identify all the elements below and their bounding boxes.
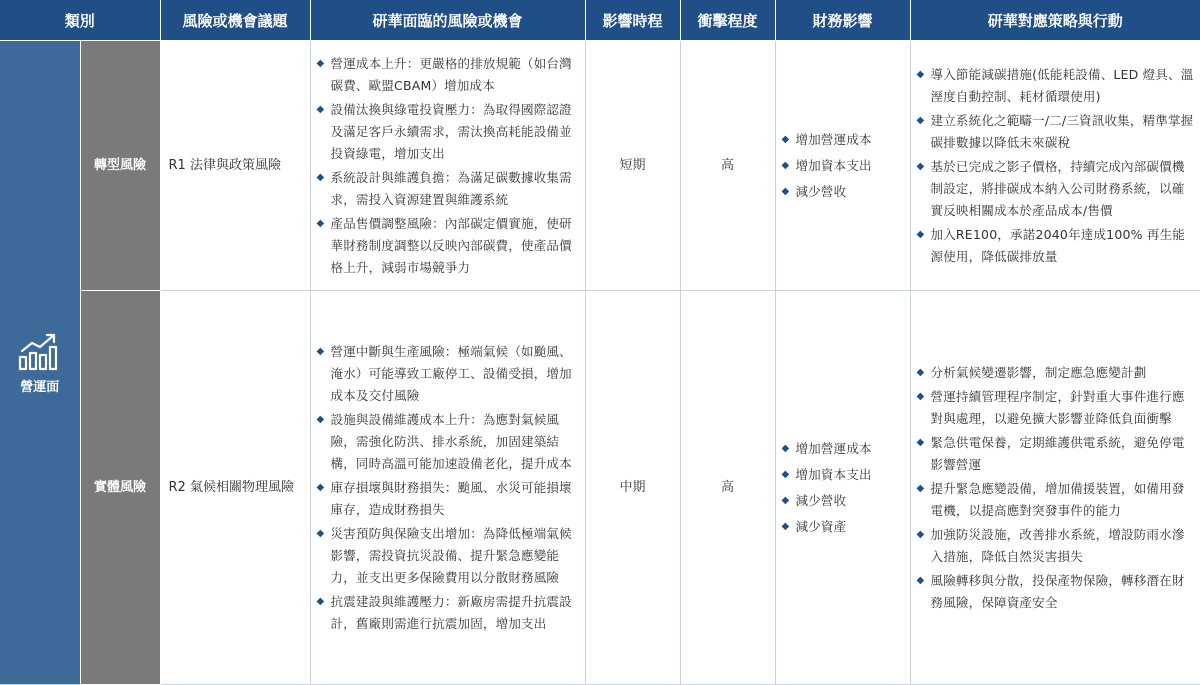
impact-cell: 高: [680, 41, 775, 291]
list-item: ◆ 加強防災設施，改善排水系統，增設防雨水滲入措施，降低自然災害損失: [917, 524, 1195, 568]
diamond-bullet-icon: ◆: [316, 57, 325, 69]
diamond-bullet-icon: ◆: [781, 159, 790, 171]
topic-cell: R2 氣候相關物理風險: [160, 291, 310, 685]
header-strategy: 研華對應策略與行動: [910, 0, 1200, 41]
strategy-cell: [910, 41, 1200, 291]
list-item: ◆ 增加資本支出: [782, 155, 904, 177]
bar-chart-trend-icon: [16, 327, 64, 371]
dimension-label: 營運面: [20, 379, 60, 395]
list-item: ◆ 系統設計與維護負擔：為滿足碳數據收集需求，需投入資源建置與維護系統: [317, 167, 579, 211]
diamond-bullet-icon: ◆: [316, 345, 325, 357]
table-row: [0, 291, 1200, 685]
list-item: ◆ 營運中斷與生產風險：極端氣候（如颱風、淹水）可能導致工廠停工、設備受損，增加成本及交付風險: [317, 341, 579, 407]
list-item: ◆ 減少營收: [782, 490, 904, 512]
list-item: ◆ 營運持續管理程序制定，針對重大事件進行應對與處理，以避免擴大影響並降低負面衝擊: [917, 386, 1195, 430]
list-item: ◆ 減少營收: [782, 181, 904, 203]
financial-list: [776, 431, 910, 545]
table-row: [0, 41, 1200, 291]
risk-cell: [310, 41, 585, 291]
diamond-bullet-icon: ◆: [916, 228, 925, 240]
list-item: ◆ 基於已完成之影子價格，持續完成內部碳價機制設定，將排碳成本納入公司財務系統，以確實反映相關成本於產品成本/售價: [917, 156, 1195, 222]
diamond-bullet-icon: ◆: [316, 413, 325, 425]
risk-list: [311, 336, 585, 640]
list-item: ◆ 提升緊急應變設備，增加備援裝置，如備用發電機，以提高應對突發事件的能力: [917, 478, 1195, 522]
list-item: ◆ 產品售價調整風險：內部碳定價實施，使研華財務制度調整以反映內部碳費，使產品價格上升，減弱市場競爭力: [317, 213, 579, 279]
header-risk: 研華面臨的風險或機會: [310, 0, 585, 41]
diamond-bullet-icon: ◆: [781, 442, 790, 454]
strategy-list: [911, 357, 1200, 619]
list-item: ◆ 加入RE100，承諾2040年達成100% 再生能源使用，降低碳排放量: [917, 224, 1195, 268]
diamond-bullet-icon: ◆: [316, 481, 325, 493]
diamond-bullet-icon: ◆: [916, 482, 925, 494]
financial-list: [776, 122, 910, 210]
list-item: ◆ 災害預防與保險支出增加：為降低極端氣候影響，需投資抗災設備、提升緊急應變能力，並支出更多保險費用以分散財務風險: [317, 523, 579, 589]
list-item: ◆ 風險轉移與分散，投保產物保險，轉移潛在財務風險，保障資產安全: [917, 570, 1195, 614]
list-item: ◆ 營運成本上升：更嚴格的排放規範（如台灣碳費、歐盟CBAM）增加成本: [317, 53, 579, 97]
diamond-bullet-icon: ◆: [781, 133, 790, 145]
diamond-bullet-icon: ◆: [916, 114, 925, 126]
diamond-bullet-icon: ◆: [781, 494, 790, 506]
strategy-list: [911, 59, 1200, 273]
risk-cell: [310, 291, 585, 685]
header-category: 類別: [0, 0, 160, 41]
diamond-bullet-icon: ◆: [916, 160, 925, 172]
financial-cell: [775, 291, 910, 685]
list-item: ◆ 抗震建設與維護壓力：新廠房需提升抗震設計，舊廠則需進行抗震加固，增加支出: [317, 591, 579, 635]
list-item: ◆ 減少資產: [782, 516, 904, 538]
header-impact: 衝擊程度: [680, 0, 775, 41]
list-item: ◆ 增加營運成本: [782, 438, 904, 460]
timeframe-cell: 短期: [585, 41, 680, 291]
category-cell: 實體風險: [80, 291, 160, 685]
diamond-bullet-icon: ◆: [316, 527, 325, 539]
risk-list: [311, 48, 585, 284]
header-topic: 風險或機會議題: [160, 0, 310, 41]
diamond-bullet-icon: ◆: [916, 68, 925, 80]
list-item: ◆ 導入節能減碳措施(低能耗設備、LED 燈具、溫溼度自動控制、耗材循環使用): [917, 64, 1195, 108]
diamond-bullet-icon: ◆: [916, 528, 925, 540]
topic-cell: R1 法律與政策風險: [160, 41, 310, 291]
list-item: ◆ 增加資本支出: [782, 464, 904, 486]
list-item: ◆ 分析氣候變遷影響，制定應急應變計劃: [917, 362, 1195, 384]
category-cell: 轉型風險: [80, 41, 160, 291]
diamond-bullet-icon: ◆: [781, 185, 790, 197]
diamond-bullet-icon: ◆: [781, 468, 790, 480]
diamond-bullet-icon: ◆: [781, 520, 790, 532]
list-item: ◆ 建立系統化之範疇一/二/三資訊收集，精準掌握碳排數據以降低未來碳稅: [917, 110, 1195, 154]
diamond-bullet-icon: ◆: [316, 217, 325, 229]
list-item: ◆ 庫存損壞與財務損失：颱風、水災可能損壞庫存，造成財務損失: [317, 477, 579, 521]
header-timeframe: 影響時程: [585, 0, 680, 41]
list-item: ◆ 設施與設備維護成本上升：為應對氣候風險，需強化防洪、排水系統，加固建築結構，同時高溫可能加速設備老化，提升成本: [317, 409, 579, 475]
list-item: ◆ 設備汰換與綠電投資壓力：為取得國際認證及滿足客戶永續需求，需汰換高耗能設備並投資綠電，增加支出: [317, 99, 579, 165]
diamond-bullet-icon: ◆: [316, 171, 325, 183]
impact-cell: 高: [680, 291, 775, 685]
header-financial: 財務影響: [775, 0, 910, 41]
diamond-bullet-icon: ◆: [916, 366, 925, 378]
diamond-bullet-icon: ◆: [916, 390, 925, 402]
diamond-bullet-icon: ◆: [316, 595, 325, 607]
diamond-bullet-icon: ◆: [316, 103, 325, 115]
timeframe-cell: 中期: [585, 291, 680, 685]
dimension-cell: [0, 41, 80, 685]
list-item: ◆ 增加營運成本: [782, 129, 904, 151]
financial-cell: [775, 41, 910, 291]
diamond-bullet-icon: ◆: [916, 574, 925, 586]
strategy-cell: [910, 291, 1200, 685]
list-item: ◆ 緊急供電保養，定期維護供電系統，避免停電影響營運: [917, 432, 1195, 476]
diamond-bullet-icon: ◆: [916, 436, 925, 448]
table-header-row: [0, 0, 1200, 41]
